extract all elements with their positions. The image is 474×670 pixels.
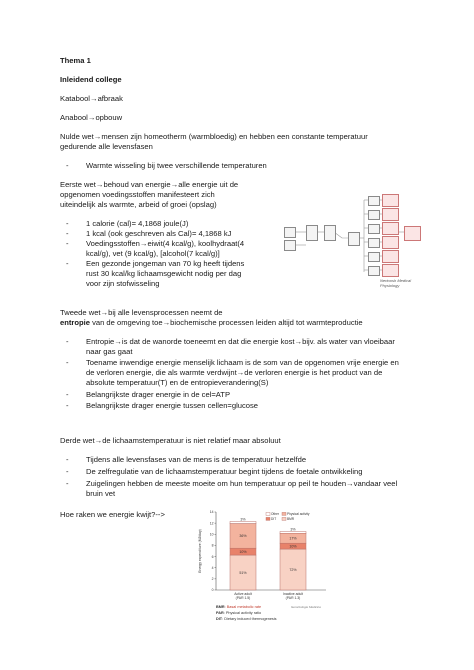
bullet-dash: - bbox=[66, 479, 69, 488]
bullet-dash: - bbox=[66, 467, 69, 476]
college-heading: Inleidend college bbox=[60, 75, 122, 84]
tweede-bullet-3: Belangrijkste drager energie in de cel=ATP bbox=[86, 390, 231, 399]
entropie-bold: entropie bbox=[60, 318, 90, 327]
diagram-node bbox=[284, 240, 296, 251]
diagram-credit: Nertoosh Medical Physiology bbox=[380, 278, 412, 288]
diagram-output-box bbox=[382, 236, 399, 249]
derde-wet-line: Derde wet→de lichaamstemperatuur is niet relatief maar absoluut bbox=[60, 436, 281, 445]
data-label: 10% bbox=[239, 549, 247, 554]
diagram-node bbox=[368, 196, 380, 206]
chart-svg bbox=[196, 508, 336, 640]
question-line: Hoe raken we energie kwijt?--> bbox=[60, 510, 165, 519]
anabool-def: Anabool→opbouw bbox=[60, 113, 123, 122]
x-tick-label: (PAR 1.5) bbox=[235, 596, 251, 600]
tweede-bullet-2b: de verloren energie, die als warmte verdwijnt→de verloren energie is het product van de bbox=[86, 368, 383, 377]
y-tick-label: 2 bbox=[211, 577, 214, 582]
legend-label: Other bbox=[271, 512, 279, 516]
x-tick-label: (PAR 1.3) bbox=[285, 596, 301, 600]
bullet-dash: - bbox=[66, 239, 69, 248]
energy-flow-diagram bbox=[284, 192, 424, 288]
eerste-bullet-4c: voor zijn stofwisseling bbox=[86, 279, 160, 288]
eerste-bullet-3b: kcal/g), vet (9 kcal/g), [alcohol(7 kcal/g)] bbox=[86, 249, 220, 258]
bullet-dash: - bbox=[66, 161, 69, 170]
y-tick-label: 8 bbox=[211, 543, 214, 548]
data-label: 72% bbox=[289, 567, 297, 572]
eerste-wet-line3: uiteindelijk als warmte, arbeid of groei (opslag) bbox=[60, 200, 217, 209]
nulde-wet-line1: Nulde wet→mensen zijn homeotherm (warmbloedig) en hebben een constante temperatuur bbox=[60, 132, 368, 141]
y-tick-label: 6 bbox=[211, 554, 214, 559]
thema-heading: Thema 1 bbox=[60, 56, 91, 65]
derde-bullet-3a: Zuigelingen hebben de meeste moeite om hun temperatuur op peil te houden→vandaar veel bbox=[86, 479, 398, 488]
nulde-wet-line2: gedurende alle levensfasen bbox=[60, 142, 153, 151]
legend-swatch bbox=[282, 512, 286, 515]
tweede-wet-line2-rest: van de omgeving toe→biochemische processen leiden altijd tot warmteproductie bbox=[89, 318, 363, 327]
tweede-wet-line1: Tweede wet→bij alle levensprocessen neemt de bbox=[60, 308, 223, 317]
data-label: 3% bbox=[240, 517, 246, 522]
bullet-dash: - bbox=[66, 358, 69, 367]
bullet-dash: - bbox=[66, 401, 69, 410]
bullet-dash: - bbox=[66, 337, 69, 346]
nulde-bullet: Warmte wisseling bij twee verschillende temperaturen bbox=[86, 161, 267, 170]
legend-label: BMR bbox=[287, 517, 295, 521]
y-tick-label: 0 bbox=[211, 588, 214, 593]
footnote-abbr: DIT bbox=[216, 617, 223, 621]
eerste-wet-line1: Eerste wet→behoud van energie→alle energie uit de bbox=[60, 180, 239, 189]
footnote-text: : Physical activity ratio bbox=[223, 611, 262, 615]
legend-swatch bbox=[266, 512, 270, 515]
diagram-node bbox=[324, 225, 336, 241]
diagram-output-box bbox=[382, 208, 399, 221]
diagram-node bbox=[368, 224, 380, 234]
chart-footnote bbox=[216, 611, 261, 615]
diagram-node bbox=[368, 266, 380, 276]
bullet-dash: - bbox=[66, 219, 69, 228]
tweede-wet-line2 bbox=[60, 318, 363, 328]
diagram-node bbox=[368, 238, 380, 248]
data-label: 10% bbox=[289, 544, 297, 549]
y-tick-label: 10 bbox=[209, 532, 214, 537]
diagram-node bbox=[368, 210, 380, 220]
diagram-output-box bbox=[382, 222, 399, 235]
diagram-output-box bbox=[382, 250, 399, 263]
eerste-bullet-4b: rust 30 kcal/kg lichaamsgewicht nodig per dag bbox=[86, 269, 242, 278]
tweede-bullet-1a: Entropie→is dat de wanorde toeneemt en dat die energie kost→bijv. als water van vloeibaar bbox=[86, 337, 395, 346]
diagram-output-box bbox=[382, 264, 399, 277]
eerste-bullet-2: 1 kcal (ook geschreven als Cal)= 4,1868 kJ bbox=[86, 229, 232, 238]
eerste-bullet-4a: Een gezonde jongeman van 70 kg heeft tijdens bbox=[86, 259, 245, 268]
eerste-bullet-1: 1 calorie (cal)= 4,1868 joule(J) bbox=[86, 219, 189, 228]
data-label: 3% bbox=[290, 527, 296, 532]
footnote-text: : Basal metabolic rate bbox=[224, 605, 262, 609]
tweede-bullet-2c: absolute temperatuur(T) en de entropieverandering(S) bbox=[86, 378, 269, 387]
diagram-node bbox=[306, 225, 318, 241]
data-label: 17% bbox=[289, 536, 297, 541]
bullet-dash: - bbox=[66, 259, 69, 268]
legend-label: Physical activity bbox=[287, 512, 310, 516]
tweede-bullet-2a: Toename inwendige energie menselijk lichaam is de som van de opgenomen vrije energie en bbox=[86, 358, 399, 367]
derde-bullet-1: Tijdens alle levensfases van de mens is de temperatuur hetzelfde bbox=[86, 455, 307, 464]
derde-bullet-2: De zelfregulatie van de lichaamstemperatuur begint tijdens de foetale ontwikkeling bbox=[86, 467, 363, 476]
legend-label: DIT bbox=[271, 517, 277, 521]
footnote-abbr: PAR bbox=[216, 611, 224, 615]
bar-segment bbox=[230, 521, 256, 523]
chart-credit: Gerontologie Medicine bbox=[290, 605, 321, 609]
diagram-node bbox=[284, 227, 296, 238]
footnote-text: : Dietary induced thermogenesis bbox=[222, 617, 277, 621]
tweede-bullet-4: Belangrijkste drager energie tussen cellen=glucose bbox=[86, 401, 259, 410]
derde-bullet-3b: bruin vet bbox=[86, 489, 116, 498]
diagram-node bbox=[368, 252, 380, 262]
diagram-final-box bbox=[404, 226, 421, 241]
y-tick-label: 14 bbox=[209, 510, 214, 515]
eerste-bullet-3a: Voedingsstoffen→eiwit(4 kcal/g), koolhydraat(4 bbox=[86, 239, 245, 248]
bullet-dash: - bbox=[66, 390, 69, 399]
x-tick-label: Inactive adult bbox=[283, 592, 303, 596]
legend-swatch bbox=[282, 517, 286, 520]
data-label: 51% bbox=[239, 570, 247, 575]
tweede-bullet-1b: naar gas gaat bbox=[86, 347, 133, 356]
chart-footnote bbox=[216, 605, 261, 609]
chart-footnote bbox=[216, 617, 277, 621]
data-label: 36% bbox=[239, 534, 247, 539]
y-axis-label: Energy expenditure (MJ/day) bbox=[198, 529, 202, 573]
bullet-dash: - bbox=[66, 455, 69, 464]
footnote-abbr: BMR bbox=[216, 605, 225, 609]
y-tick-label: 12 bbox=[209, 521, 214, 526]
x-tick-label: Active adult bbox=[234, 592, 252, 596]
diagram-node bbox=[348, 232, 360, 246]
energy-expenditure-chart bbox=[196, 508, 336, 640]
katabool-def: Katabool→afbraak bbox=[60, 94, 123, 103]
bullet-dash: - bbox=[66, 229, 69, 238]
bar-segment bbox=[280, 532, 306, 534]
y-tick-label: 4 bbox=[211, 565, 214, 570]
legend-swatch bbox=[266, 517, 270, 520]
diagram-output-box bbox=[382, 194, 399, 207]
eerste-wet-line2: opgenomen voedingsstoffen manifesteert zich bbox=[60, 190, 215, 199]
